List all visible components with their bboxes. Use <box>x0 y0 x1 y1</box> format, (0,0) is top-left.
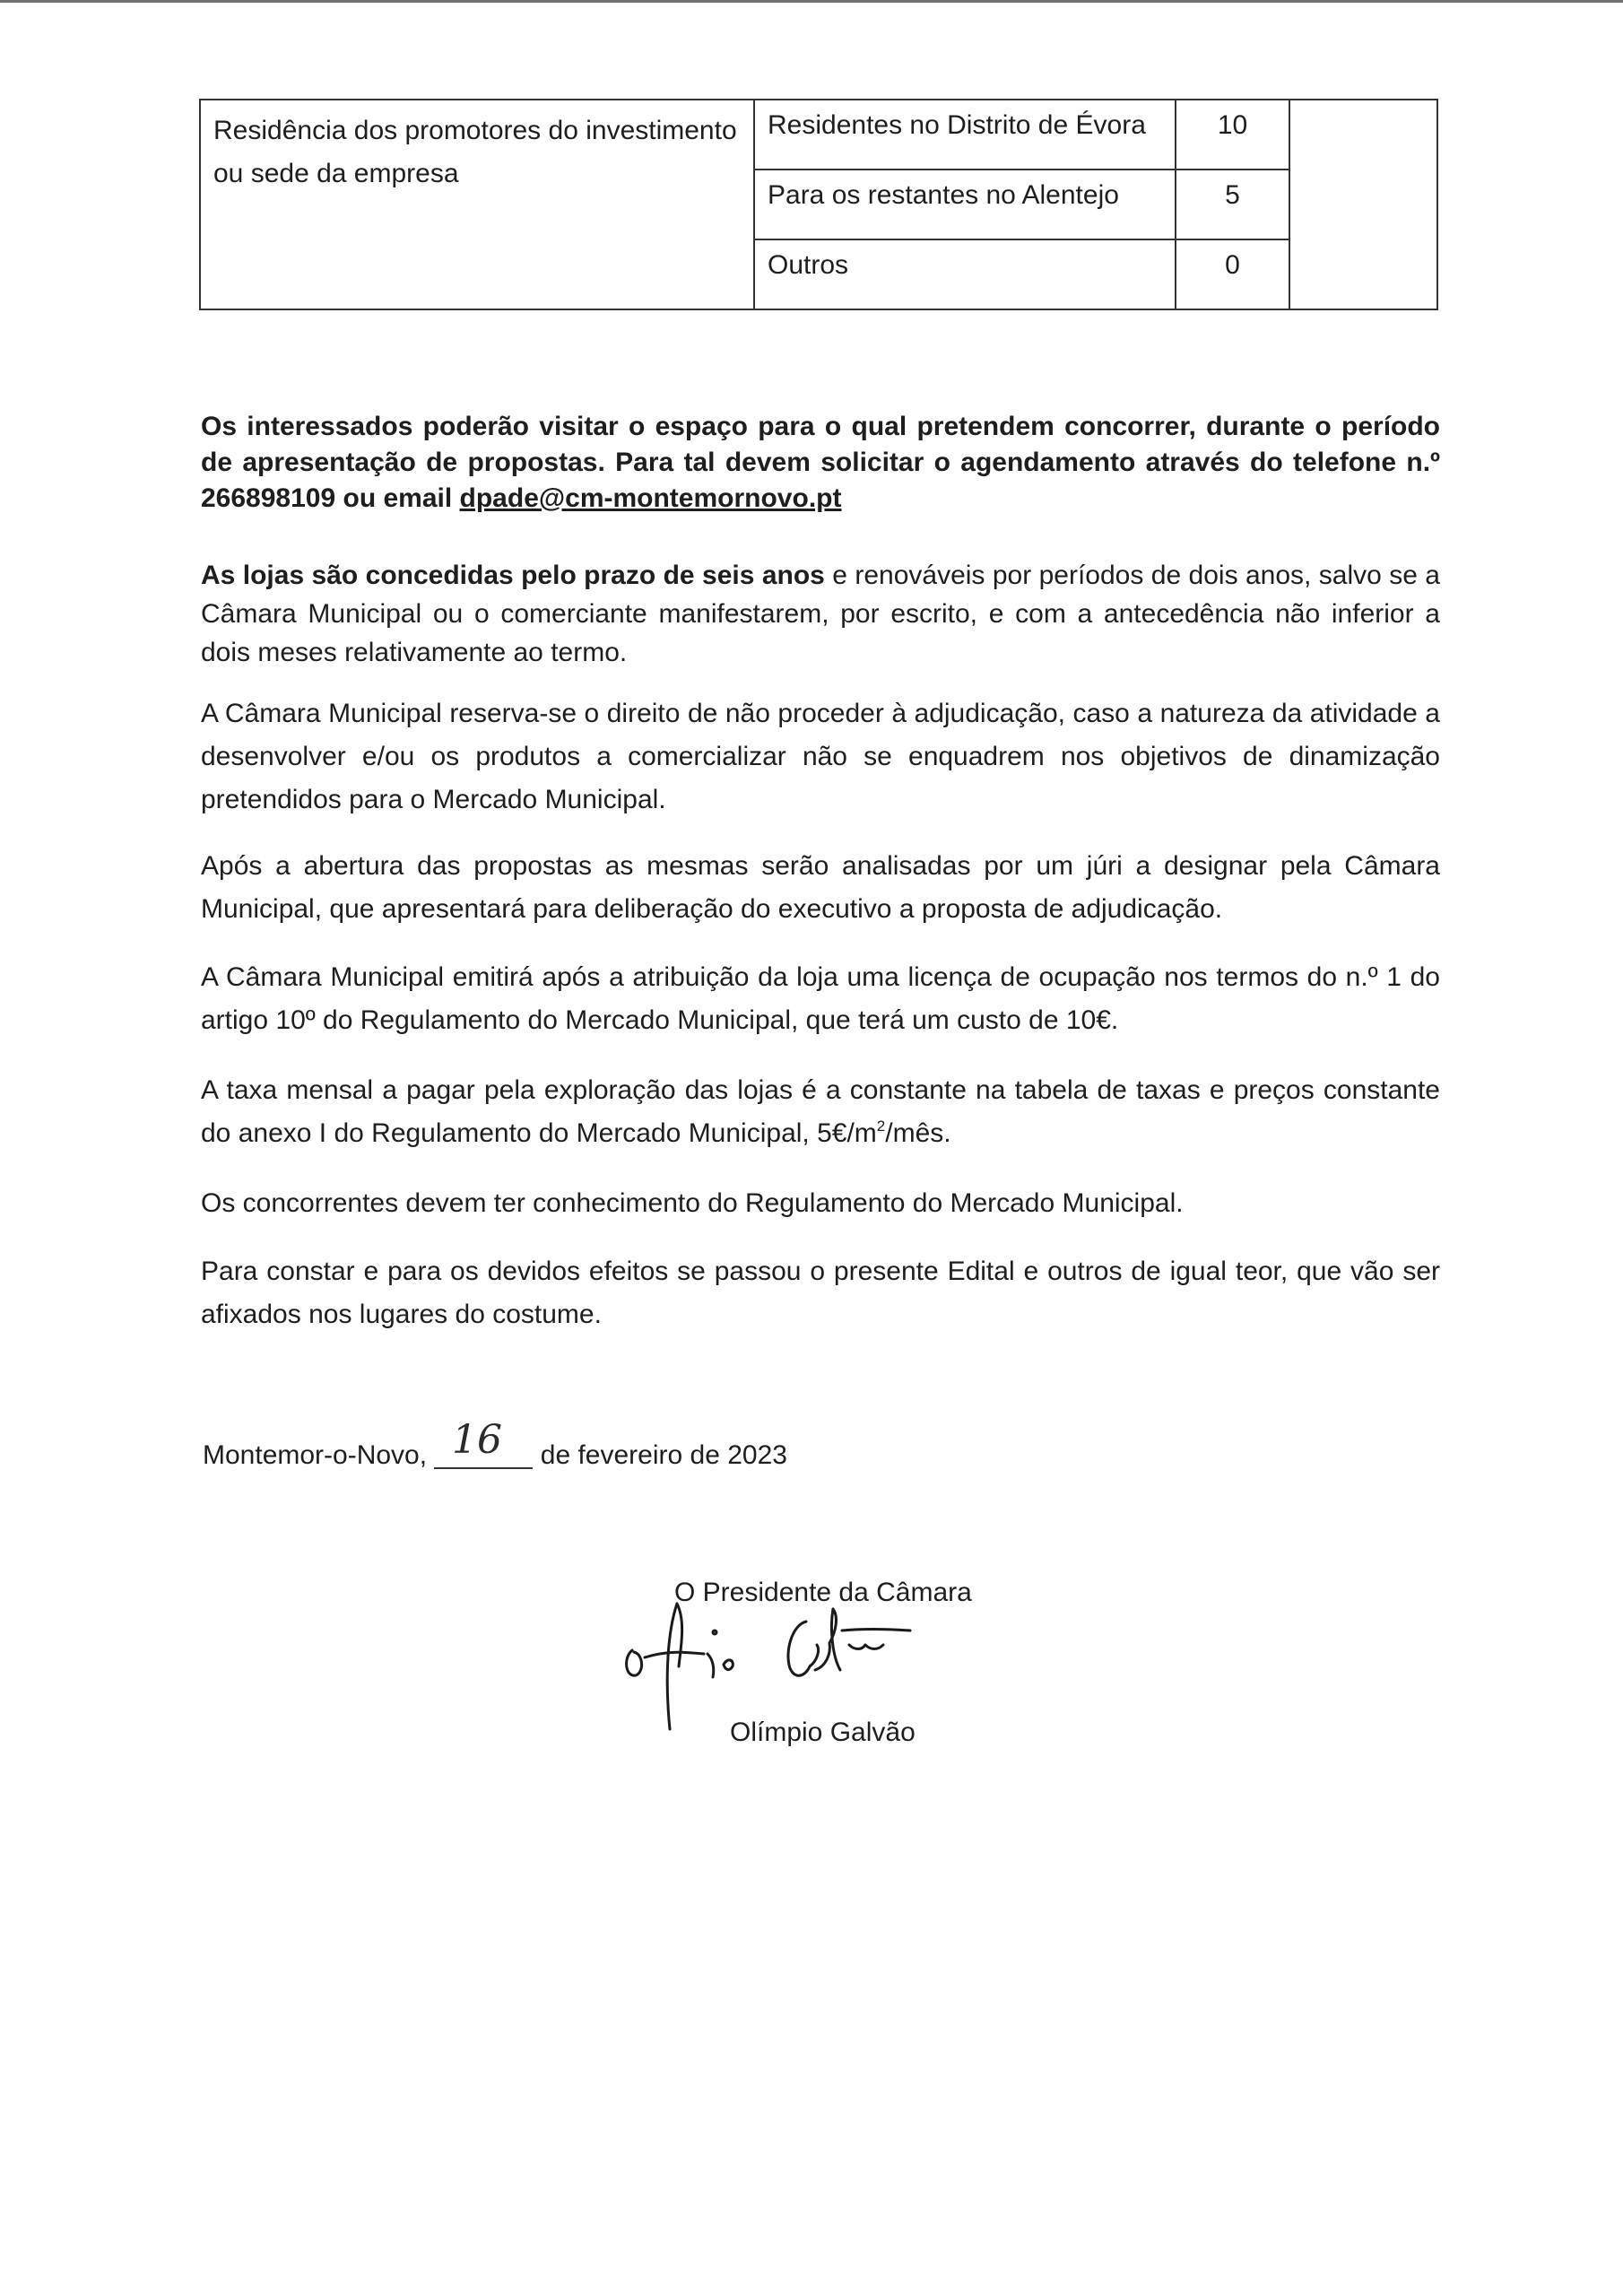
option-cell: Residentes no Distrito de Évora <box>754 100 1176 170</box>
fee-before: A taxa mensal a pagar pela exploração das lojas é a constante na tabela de taxas e preços constante do anexo I do Regulamento do Mercado Municipal, 5€/m <box>201 1075 1440 1148</box>
paragraph-term <box>201 556 1440 672</box>
option-cell: Para os restantes no Alentejo <box>754 170 1176 239</box>
criteria-table <box>199 99 1438 310</box>
points-cell: 10 <box>1176 100 1289 170</box>
signatory-title: O Presidente da Câmara <box>674 1578 972 1607</box>
date-day-blank <box>434 1417 533 1469</box>
paragraph-closing: Para constar e para os devidos efeitos se passou o presente Edital e outros de igual teor, que vão ser afixados nos lugares do costume. <box>201 1257 1440 1329</box>
scan-edge <box>0 0 1623 3</box>
visit-text: Os interessados poderão visitar o espaço para o qual pretendem concorrer, durante o período de apresentação de propostas. Para tal devem solicitar o agendamento através do telefone n.º 266898109 ou email <box>201 412 1440 513</box>
handwritten-day <box>447 1413 518 1464</box>
option-cell: Outros <box>754 239 1176 309</box>
signatory-name: Olímpio Galvão <box>730 1718 916 1747</box>
empty-cell <box>1289 100 1437 309</box>
criterion-cell: Residência dos promotores do investimento ou sede da empresa <box>200 100 754 309</box>
term-rest: e renováveis por períodos de dois anos, salvo se a Câmara Municipal ou o comerciante manifestarem, por escrito, e com a antecedência não inferior a dois meses relativamente ao termo. <box>201 561 1440 667</box>
paragraph-license: A Câmara Municipal emitirá após a atribuição da loja uma licença de ocupação nos termos do n.º 1 do artigo 10º do Regulamento do Mercado Municipal, que terá um custo de 10€. <box>201 962 1440 1035</box>
points-cell: 0 <box>1176 239 1289 309</box>
paragraph-fee <box>201 1069 1440 1155</box>
date-place: Montemor-o-Novo, <box>203 1440 435 1470</box>
table-row <box>200 100 1437 170</box>
date-rest: de fevereiro de 2023 <box>533 1440 787 1470</box>
paragraph-visit <box>201 409 1440 517</box>
email-link[interactable]: dpade@cm-montemornovo.pt <box>459 483 842 513</box>
paragraph-knowledge: Os concorrentes devem ter conhecimento do Regulamento do Mercado Municipal. <box>201 1188 1184 1218</box>
date-line <box>203 1417 787 1477</box>
points-cell: 5 <box>1176 170 1289 239</box>
svg-text:16: 16 <box>452 1417 503 1463</box>
paragraph-jury: Após a abertura das propostas as mesmas serão analisadas por um júri a designar pela Câmara Municipal, que apresentará para deliberação do executivo a proposta de adjudicação. <box>201 851 1440 924</box>
paragraph-reserve: A Câmara Municipal reserva-se o direito de não proceder à adjudicação, caso a natureza da atividade a desenvolver e/ou os produtos a comercializar não se enquadrem nos objetivos de dinamização pretendidos para o Mercado Municipal. <box>201 699 1440 814</box>
term-bold: As lojas são concedidas pelo prazo de seis anos <box>201 561 825 590</box>
fee-after: /mês. <box>885 1118 951 1148</box>
fee-superscript: 2 <box>876 1118 886 1135</box>
